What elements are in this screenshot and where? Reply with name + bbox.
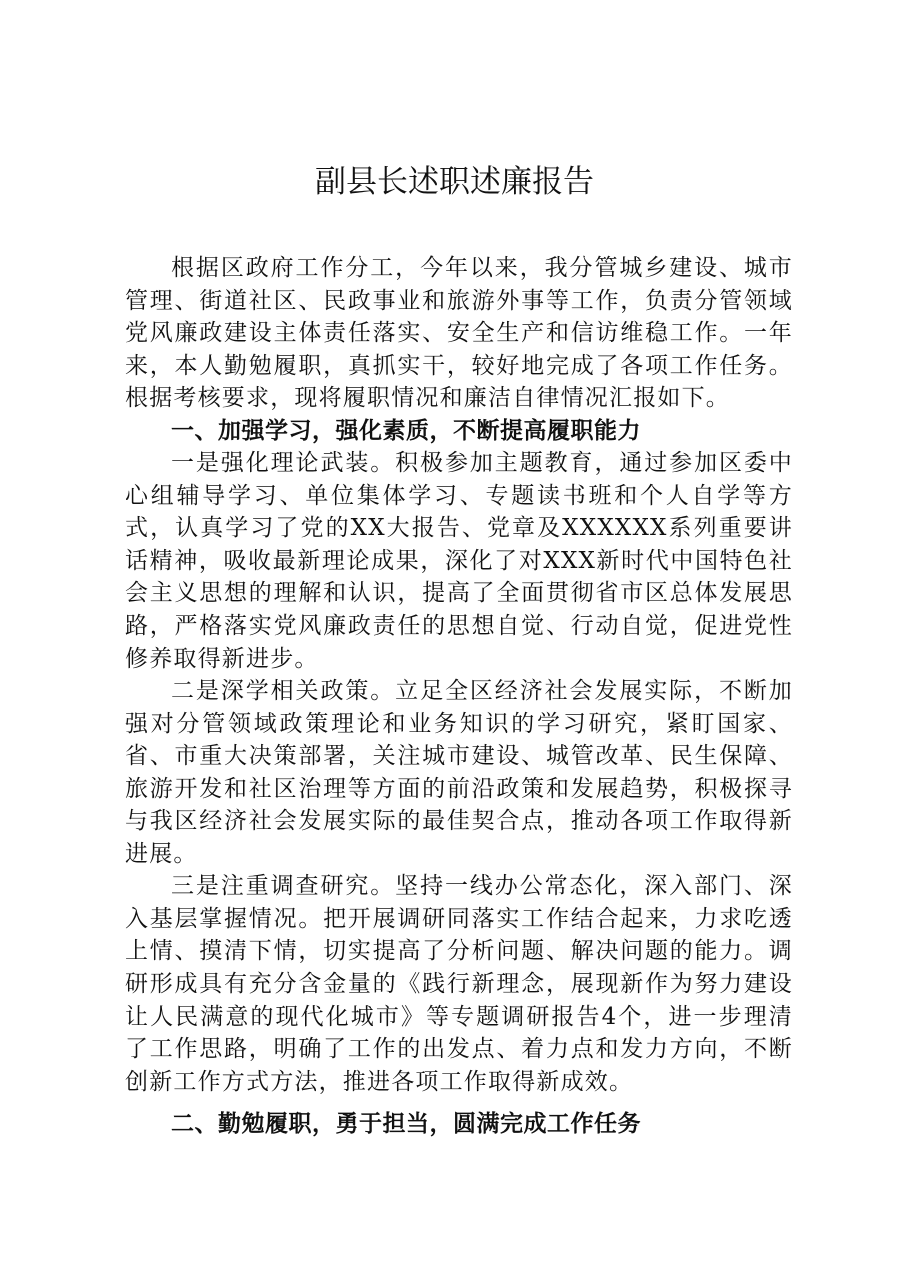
intro-paragraph: 根据区政府工作分工，今年以来，我分管城乡建设、城市管理、街道社区、民政事业和旅游外事等工作，负责分管领域党风廉政建设主体责任落实、安全生产和信访维稳工作。一年来，本人勤勉履职，真抓实干，较好地完成了各项工作任务。根据考核要求，现将履职情况和廉洁自律情况汇报如下。: [125, 255, 793, 412]
section-heading-1: 一、加强学习，强化素质，不断提高履职能力: [171, 417, 641, 444]
section1-paragraph-1: 一是强化理论武装。积极参加主题教育，通过参加区委中心组辅导学习、单位集体学习、专题读书班和个人自学等方式，认真学习了党的XX大报告、党章及XXXXXX系列重要讲话精神，吸收最新理论成果，深化了对XXX新时代中国特色社会主义思想的理解和认识，提高了全面贯彻省市区总体发展思路，严格落实党风廉政责任的思想自觉、行动自觉，促进党性修养取得新进步。: [125, 450, 793, 672]
section1-paragraph-3: 三是注重调查研究。坚持一线办公常态化，深入部门、深入基层掌握情况。把开展调研同落实工作结合起来，力求吃透上情、摸清下情，切实提高了分析问题、解决问题的能力。调研形成具有充分含金量的《践行新理念，展现新作为努力建设让人民满意的现代化城市》等专题调研报告4个，进一步理清了工作思路，明确了工作的出发点、着力点和发力方向，不断创新工作方式方法，推进各项工作取得新成效。: [125, 873, 793, 1095]
document-body: [125, 252, 793, 1141]
section1-paragraph-2: 二是深学相关政策。立足全区经济社会发展实际，不断加强对分管领域政策理论和业务知识的学习研究，紧盯国家、省、市重大决策部署，关注城市建设、城管改革、民生保障、旅游开发和社区治理等方面的前沿政策和发展趋势，积极探寻与我区经济社会发展实际的最佳契合点，推动各项工作取得新进展。: [125, 678, 793, 867]
document-title: 副县长述职述廉报告: [315, 164, 594, 200]
section-heading-2: 二、勤勉履职，勇于担当，圆满完成工作任务: [171, 1111, 641, 1138]
